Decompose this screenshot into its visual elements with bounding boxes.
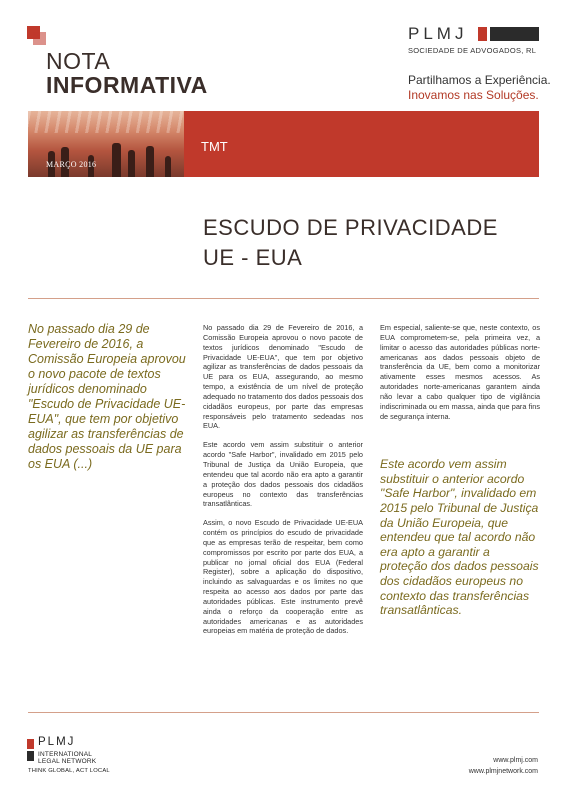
footer-logo-red-mark — [27, 739, 34, 749]
body-paragraph: Este acordo vem assim substituir o anterior acordo "Safe Harbor", invalidado em 2015 pelo Tribunal de Justiça da União Europeia, que entendeu que tal acordo não era apto a garantir a proteção dos dados pessoais dos cidadãos europeus no contexto das transferências transatlânticas. — [203, 440, 363, 509]
doc-type-heading — [46, 50, 208, 97]
tagline-2: Inovamos nas Soluções. — [408, 88, 539, 102]
divider-bottom — [28, 712, 539, 713]
body-paragraph: No passado dia 29 de Fevereiro de 2016, a Comissão Europeia aprovou o novo pacote de textos jurídicos denominado "Escudo de Privacidade UE-EUA", que tem por objetivo agilizar as transferências de dados pessoais da UE para os EUA, assegurando, ao mesmo tempo, a existência de um nível de proteção adequado no tratamento dos dados pessoais dos cidadãos europeus, por parte das empresas responsáveis pelo tratamento sedeadas nos EUA. — [203, 323, 363, 431]
article-title: ESCUDO DE PRIVACIDADE UE - EUA — [203, 215, 498, 270]
pull-quote: Este acordo vem assim substituir o anterior acordo "Safe Harbor", invalidado em 2015 pelo Tribunal de Justiça da União Europeia, que entendeu que tal acordo não era apto a garantir a proteção dos dados pessoais dos cidadãos europeus no contexto das transferências transatlânticas. — [380, 457, 539, 618]
banner-photo-figure — [112, 143, 121, 177]
footer-url-plmj[interactable]: www.plmj.com — [493, 757, 538, 764]
banner-photo-figure — [128, 150, 135, 177]
logo-red-bar — [478, 27, 487, 41]
banner-photo-ceiling — [28, 111, 184, 133]
footer-network-line1: INTERNATIONAL — [38, 751, 93, 758]
footer-slogan: THINK GLOBAL, ACT LOCAL — [28, 768, 110, 774]
banner-practice-bar — [184, 111, 539, 177]
footer-logo-dark-mark — [27, 751, 34, 761]
plmj-logo: PLMJ — [408, 24, 468, 43]
tagline-1: Partilhamos a Experiência. — [408, 73, 551, 87]
lead-summary: No passado dia 29 de Fevereiro de 2016, a Comissão Europeia aprovou o novo pacote de textos jurídicos denominado "Escudo de Privacidade UE-EUA", que tem por objetivo agilizar as transferências de dados pessoais da UE para os EUA (...) — [28, 322, 186, 471]
divider-top — [28, 298, 539, 299]
logo-subtitle: SOCIEDADE DE ADVOGADOS, RL — [408, 46, 537, 55]
practice-area-label: TMT — [201, 139, 228, 154]
body-paragraph: Assim, o novo Escudo de Privacidade UE-EUA contém os princípios do escudo de privacidade que as empresas terão de respeitar, bem como compromissos por escrito por parte dos EUA, a publicar no jornal oficial dos EUA (Federal Register), sobre a aplicação do dispositivo, incluindo as salvaguardas e os limites no que respeita ao acesso aos dados por parte das autoridades públicas. Este instrumento prevê ainda o reforço da cooperação entre as autoridades americanas e as autoridades europeias em matéria de proteção de dados. — [203, 518, 363, 636]
corner-square-decoration-2 — [33, 32, 46, 45]
body-paragraph: Em especial, saliente-se que, neste contexto, os EUA comprometem-se, pela primeira vez, a limitar o acesso das autoridades públicas norte-americanas aos dados pessoais objeto de transferência da UE, bem como a monitorizar ativamente esses mesmos acessos. As autoridades norte-americanas garantem ainda não levar a cabo qualquer tipo de vigilância indiscriminada ou em massa, ainda que para fins de segurança interna. — [380, 323, 540, 421]
doc-type-line2: INFORMATIVA — [46, 72, 208, 98]
doc-type-line1: NOTA — [46, 48, 111, 74]
body-column-2 — [380, 323, 540, 430]
banner-photo-figure — [146, 146, 154, 177]
issue-date: MARÇO 2016 — [46, 160, 97, 169]
body-column-1 — [203, 323, 363, 645]
footer-url-network[interactable]: www.plmjnetwork.com — [468, 768, 538, 775]
footer-network-name — [38, 751, 96, 766]
banner-photo — [28, 111, 184, 177]
logo-dark-bar — [490, 27, 539, 41]
footer-network-line2: LEGAL NETWORK — [38, 758, 97, 766]
footer-plmj-logo: PLMJ — [38, 736, 76, 748]
banner-photo-figure — [165, 156, 171, 177]
